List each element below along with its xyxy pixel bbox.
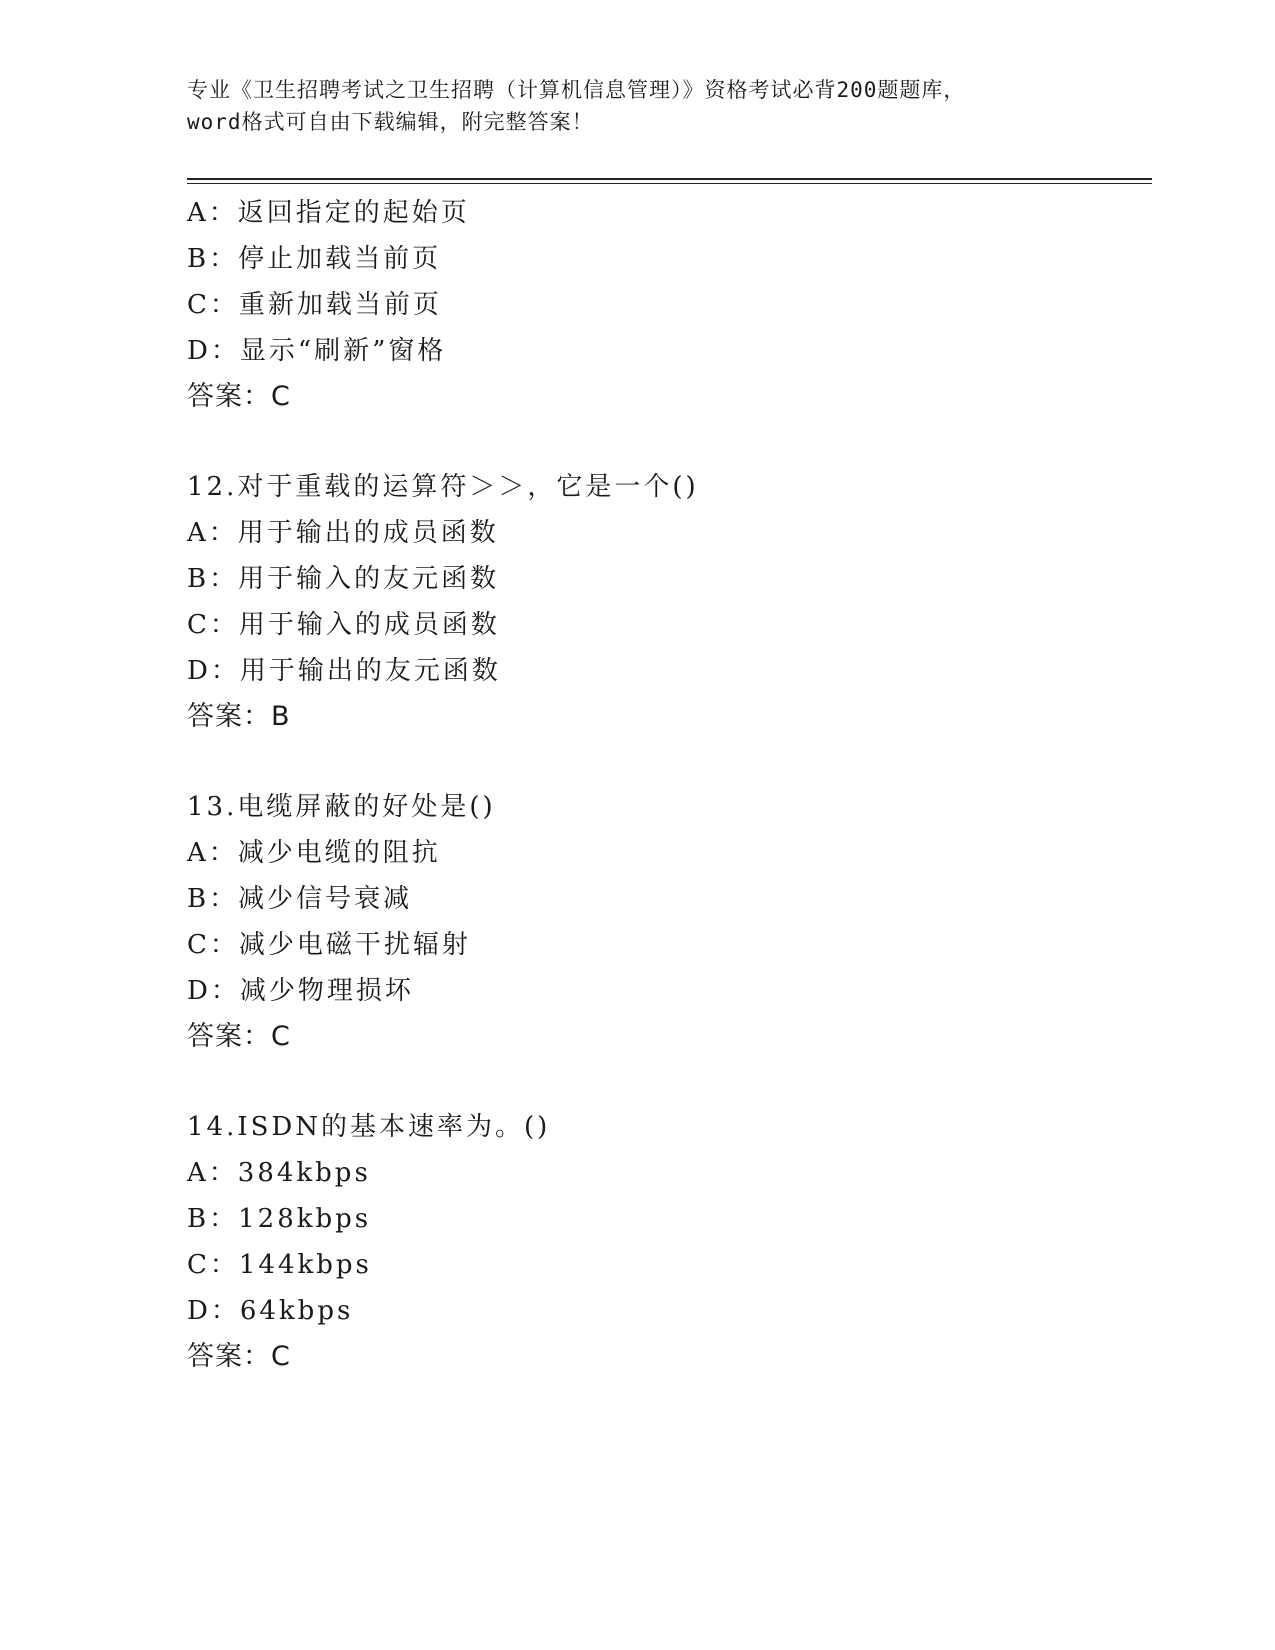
- question-12: [187, 464, 1147, 740]
- option-d: D：显示“刷新”窗格: [187, 336, 447, 366]
- option-a: A：返回指定的起始页: [187, 198, 470, 228]
- option-b: B：停止加载当前页: [187, 244, 442, 274]
- answer-line: 答案：C: [187, 381, 291, 412]
- option-b: B：减少信号衰减: [187, 884, 413, 914]
- spacer: [187, 1060, 1147, 1104]
- option-d: D：减少物理损坏: [187, 976, 414, 1006]
- option-c: C：用于输入的成员函数: [187, 610, 500, 640]
- question-stem: 12.对于重载的运算符＞＞，它是一个(): [187, 472, 699, 502]
- answer-line: 答案：B: [187, 701, 291, 732]
- question-list: [187, 190, 1147, 1380]
- question-stem: 14.ISDN的基本速率为。(): [187, 1112, 551, 1142]
- question-13: [187, 784, 1147, 1060]
- option-c: C：减少电磁干扰辐射: [187, 930, 471, 960]
- answer-line: 答案：C: [187, 1341, 291, 1372]
- answer-line: 答案：C: [187, 1021, 291, 1052]
- option-b: B：用于输入的友元函数: [187, 564, 500, 594]
- option-a: A：用于输出的成员函数: [187, 518, 499, 548]
- question-14: [187, 1104, 1147, 1380]
- option-a: A：384kbps: [187, 1158, 371, 1188]
- header-line-1: 专业《卫生招聘考试之卫生招聘（计算机信息管理）》资格考试必背200题题库，: [187, 78, 966, 102]
- document-header: [187, 74, 1087, 138]
- question-11-partial: [187, 190, 1147, 420]
- option-d: D：用于输出的友元函数: [187, 656, 501, 686]
- header-divider-top: [187, 178, 1152, 180]
- spacer: [187, 740, 1147, 784]
- option-b: B：128kbps: [187, 1204, 372, 1234]
- question-stem: 13.电缆屏蔽的好处是(): [187, 792, 496, 822]
- header-line-2: word格式可自由下载编辑，附完整答案！: [187, 110, 594, 134]
- option-c: C：重新加载当前页: [187, 290, 442, 320]
- option-d: D：64kbps: [187, 1296, 354, 1326]
- option-c: C：144kbps: [187, 1250, 372, 1280]
- spacer: [187, 420, 1147, 464]
- header-divider-bottom: [187, 183, 1152, 184]
- option-a: A：减少电缆的阻抗: [187, 838, 441, 868]
